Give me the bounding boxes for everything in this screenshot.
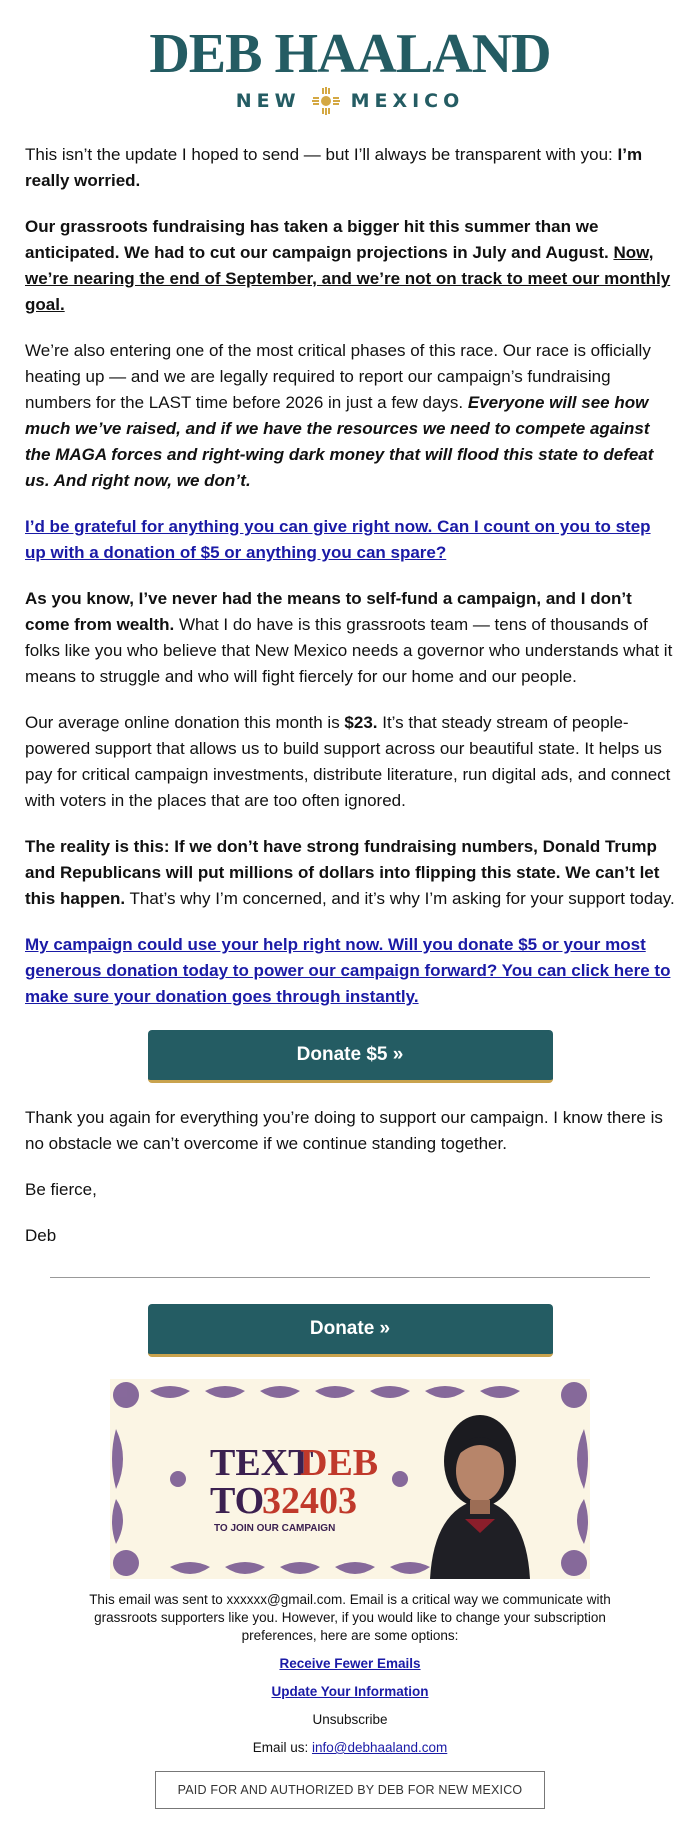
email-body — [0, 142, 700, 1249]
logo-name: DEB HAALAND — [149, 23, 551, 85]
donate-5-wrap — [25, 1030, 675, 1083]
average-donation-amount: $23. — [344, 713, 378, 732]
paragraph-ask-2 — [25, 932, 675, 1010]
intro-emphasis: I’m really worried. — [25, 145, 643, 190]
banner-text-word: TEXT — [210, 1442, 314, 1484]
email-us-label: Email us: — [252, 1740, 312, 1755]
paragraph-reality — [25, 834, 675, 912]
average-donation-text: Our average online donation this month is — [25, 713, 345, 732]
email-us-line — [60, 1739, 640, 1757]
logo-state — [0, 86, 700, 116]
signature: Deb — [25, 1226, 57, 1245]
sign-off: Be fierce, — [25, 1180, 97, 1199]
contact-email-link[interactable]: info@debhaaland.com — [311, 1740, 448, 1755]
logo-mexico: MEXICO — [350, 90, 465, 112]
banner-number: 32403 — [262, 1480, 357, 1522]
paragraph-self-fund — [25, 586, 675, 690]
paragraph-intro — [25, 142, 675, 194]
footer-notice: This email was sent to xxxxxx@gmail.com. Email is a critical way we communicate with grassroots supporters like you. However, if you would like to change your subscription preferences, here are some options: — [89, 1592, 611, 1643]
paid-for-disclaimer: PAID FOR AND AUTHORIZED BY DEB FOR NEW MEXICO — [155, 1771, 546, 1809]
email-footer — [0, 1591, 700, 1809]
paragraph-ask-1 — [25, 514, 675, 566]
unsubscribe-link[interactable]: Unsubscribe — [312, 1712, 388, 1727]
donate-5-button[interactable]: Donate $5 » — [148, 1030, 553, 1083]
zia-sun-icon — [311, 86, 341, 116]
donation-link-1[interactable]: I’d be grateful for anything you can give right now. Can I count on you to step up with a donation of $5 or anything you can spare? — [25, 517, 651, 562]
logo-new: NEW — [235, 90, 301, 112]
fundraising-text: Our grassroots fundraising has taken a bigger hit this summer than we anticipated. We had to cut our campaign projections in July and August. — [25, 217, 614, 262]
critical-phase-text: We’re also entering one of the most critical phases of this race. Our race is officially heating up — and we are legally required to report our campaign’s fundraising numbers for the LAST time before 2026 in just a few days. — [25, 341, 651, 412]
self-fund-text: What I do have is this grassroots team — tens of thousands of folks like you who believe that New Mexico needs a governor who understands what it means to struggle and who will fight fiercely for our home and our people. — [25, 615, 673, 686]
self-fund-emphasis: As you know, I’ve never had the means to self-fund a campaign, and I don’t come from wealth. — [25, 589, 632, 634]
intro-text: This isn’t the update I hoped to send — but I’ll always be transparent with you: — [25, 145, 618, 164]
fundraising-underlined: Now, we’re nearing the end of September, and we’re not on track to meet our monthly goal. — [25, 243, 671, 314]
paragraph-critical-phase — [25, 338, 675, 494]
paragraph-fundraising — [25, 214, 675, 318]
donate-wrap — [0, 1304, 700, 1357]
paragraph-average-donation — [25, 710, 675, 814]
donate-button[interactable]: Donate » — [148, 1304, 553, 1357]
text-deb-banner[interactable] — [110, 1379, 590, 1579]
critical-phase-emphasis: Everyone will see how much we’ve raised, and if we have the resources we need to compete against the MAGA forces and right-wing dark money that will flood this state to defeat us. And right now, we don’t. — [25, 393, 654, 490]
average-donation-rest: It’s that steady stream of people-powered support that allows us to build support across our beautiful state. It helps us pay for critical campaign investments, distribute literature, run digital ads, and connect with voters in the places that are too often ignored. — [25, 713, 671, 810]
paragraph-thank-you: Thank you again for everything you’re doing to support our campaign. I know there is no obstacle we can’t overcome if we continue standing together. — [25, 1108, 663, 1153]
update-information-link[interactable]: Update Your Information — [271, 1684, 429, 1699]
donation-link-2[interactable]: My campaign could use your help right now. Will you donate $5 or your most generous donation today to power our campaign forward? You can click here to make sure your donation goes through instantly. — [25, 935, 671, 1006]
banner-subtext: TO JOIN OUR CAMPAIGN — [214, 1523, 336, 1534]
divider — [50, 1277, 650, 1278]
reality-emphasis: The reality is this: If we don’t have strong fundraising numbers, Donald Trump and Republicans will put millions of dollars into flipping this state. We can’t let this happen. — [25, 837, 660, 908]
campaign-logo — [0, 0, 700, 110]
reality-text: That’s why I’m concerned, and it’s why I’m asking for your support today. — [125, 889, 675, 908]
banner-deb-word: DEB — [300, 1442, 379, 1484]
receive-fewer-emails-link[interactable]: Receive Fewer Emails — [279, 1656, 421, 1671]
banner-to-word: TO — [210, 1480, 265, 1522]
